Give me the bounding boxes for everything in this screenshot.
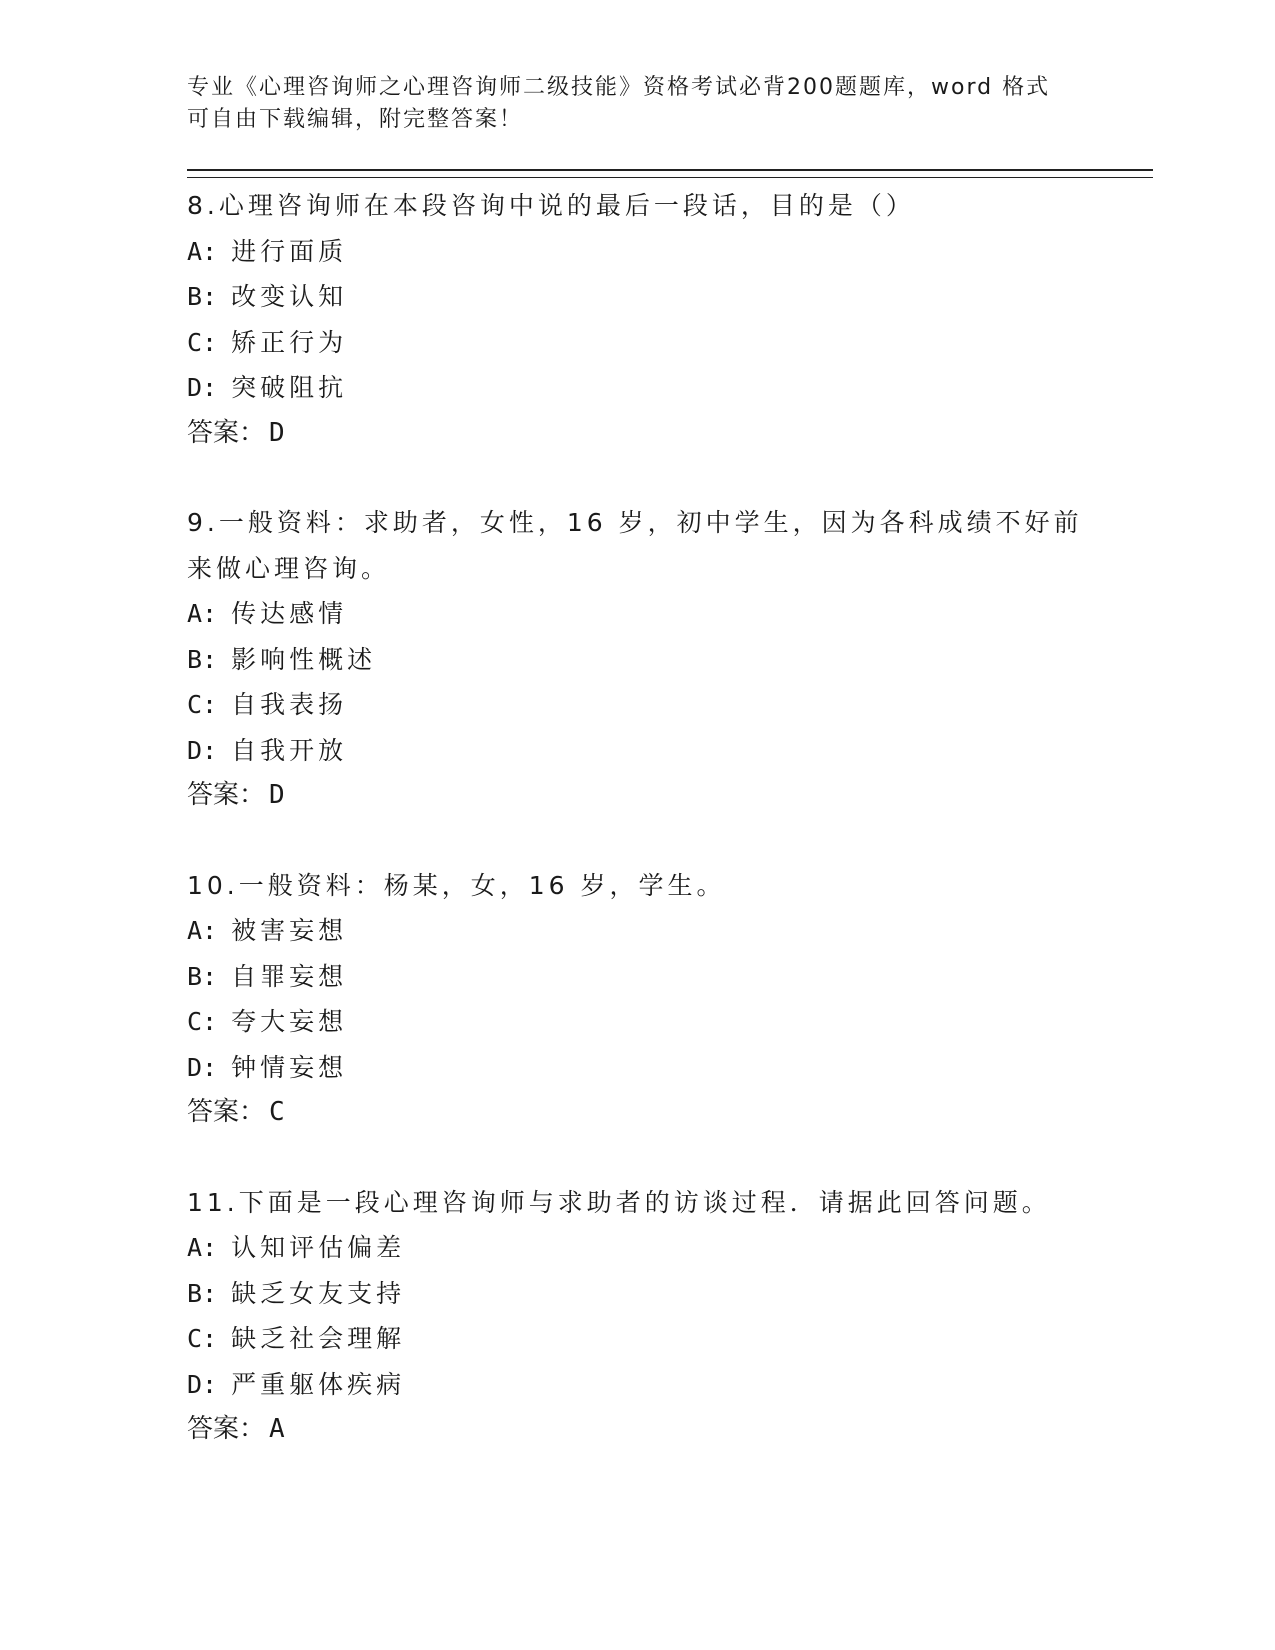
header-line-2: 可自由下载编辑，附完整答案！ bbox=[187, 107, 524, 132]
option-a bbox=[187, 229, 1157, 275]
option-a bbox=[187, 1225, 1157, 1271]
option-text: 传达感情 bbox=[231, 599, 348, 628]
answer-value: D bbox=[269, 417, 285, 448]
option-letter: A: bbox=[187, 599, 218, 628]
option-text: 矫正行为 bbox=[231, 327, 348, 357]
option-letter: D: bbox=[187, 1052, 218, 1082]
answer-value: A bbox=[269, 1414, 285, 1444]
question-9 bbox=[187, 500, 1157, 819]
option-letter: D: bbox=[187, 735, 218, 765]
question-10 bbox=[187, 863, 1157, 1136]
option-letter: D: bbox=[187, 1369, 218, 1399]
document-page bbox=[187, 72, 1157, 1497]
option-letter: A: bbox=[187, 916, 218, 945]
option-a bbox=[187, 591, 1157, 637]
answer-value: C bbox=[269, 1097, 285, 1127]
option-text: 夸大妄想 bbox=[231, 1007, 348, 1036]
option-b bbox=[187, 637, 1157, 683]
option-letter: B: bbox=[187, 644, 218, 674]
option-c bbox=[187, 999, 1157, 1045]
header-divider bbox=[187, 169, 1153, 178]
option-letter: C: bbox=[187, 1007, 218, 1036]
option-text: 进行面质 bbox=[231, 236, 348, 266]
option-letter: C: bbox=[187, 690, 218, 719]
option-b bbox=[187, 954, 1157, 1000]
option-text: 自罪妄想 bbox=[231, 961, 348, 991]
answer-line bbox=[187, 411, 1157, 457]
option-text: 影响性概述 bbox=[231, 644, 377, 674]
option-d bbox=[187, 1045, 1157, 1091]
option-d bbox=[187, 728, 1157, 774]
option-d bbox=[187, 1362, 1157, 1408]
option-b bbox=[187, 274, 1157, 320]
option-b bbox=[187, 1271, 1157, 1317]
option-d bbox=[187, 365, 1157, 411]
document-header bbox=[187, 72, 1157, 136]
option-letter: B: bbox=[187, 282, 218, 311]
option-c bbox=[187, 1316, 1157, 1362]
answer-label: 答案： bbox=[187, 1414, 266, 1444]
option-text: 被害妄想 bbox=[231, 916, 348, 945]
answer-value: D bbox=[269, 780, 285, 810]
option-letter: A: bbox=[187, 1233, 218, 1262]
option-text: 钟情妄想 bbox=[231, 1052, 348, 1082]
question-stem-continued: 来做心理咨询。 bbox=[187, 553, 391, 583]
question-list bbox=[187, 183, 1157, 1453]
question-stem: 9.一般资料：求助者，女性，16 岁，初中学生，因为各科成绩不好前 bbox=[187, 508, 1083, 537]
question-11 bbox=[187, 1180, 1157, 1453]
question-stem: 10.一般资料：杨某，女，16 岁，学生。 bbox=[187, 870, 726, 900]
question-stem: 11.下面是一段心理咨询师与求助者的访谈过程．请据此回答问题。 bbox=[187, 1187, 1051, 1217]
option-text: 缺乏社会理解 bbox=[231, 1324, 406, 1353]
option-text: 缺乏女友支持 bbox=[231, 1278, 406, 1308]
option-text: 突破阻抗 bbox=[231, 373, 348, 402]
option-letter: C: bbox=[187, 327, 218, 357]
option-text: 改变认知 bbox=[231, 282, 348, 311]
option-text: 自我开放 bbox=[231, 735, 348, 765]
answer-line bbox=[187, 1407, 1157, 1453]
option-c bbox=[187, 320, 1157, 366]
answer-label: 答案： bbox=[187, 780, 266, 810]
question-stem: 8.心理咨询师在本段咨询中说的最后一段话，目的是（） bbox=[187, 191, 915, 220]
option-c bbox=[187, 682, 1157, 728]
answer-line bbox=[187, 1090, 1157, 1136]
option-letter: A: bbox=[187, 236, 218, 266]
option-letter: C: bbox=[187, 1324, 218, 1353]
answer-label: 答案： bbox=[187, 417, 266, 448]
option-letter: B: bbox=[187, 1278, 218, 1308]
option-text: 自我表扬 bbox=[231, 690, 348, 719]
option-text: 认知评估偏差 bbox=[231, 1233, 406, 1262]
option-a bbox=[187, 908, 1157, 954]
option-text: 严重躯体疾病 bbox=[231, 1369, 406, 1399]
header-line-1: 专业《心理咨询师之心理咨询师二级技能》资格考试必背200题题库，word 格式 bbox=[187, 75, 1051, 100]
answer-line bbox=[187, 773, 1157, 819]
option-letter: D: bbox=[187, 373, 218, 402]
answer-label: 答案： bbox=[187, 1097, 266, 1127]
question-8 bbox=[187, 183, 1157, 456]
option-letter: B: bbox=[187, 961, 218, 991]
